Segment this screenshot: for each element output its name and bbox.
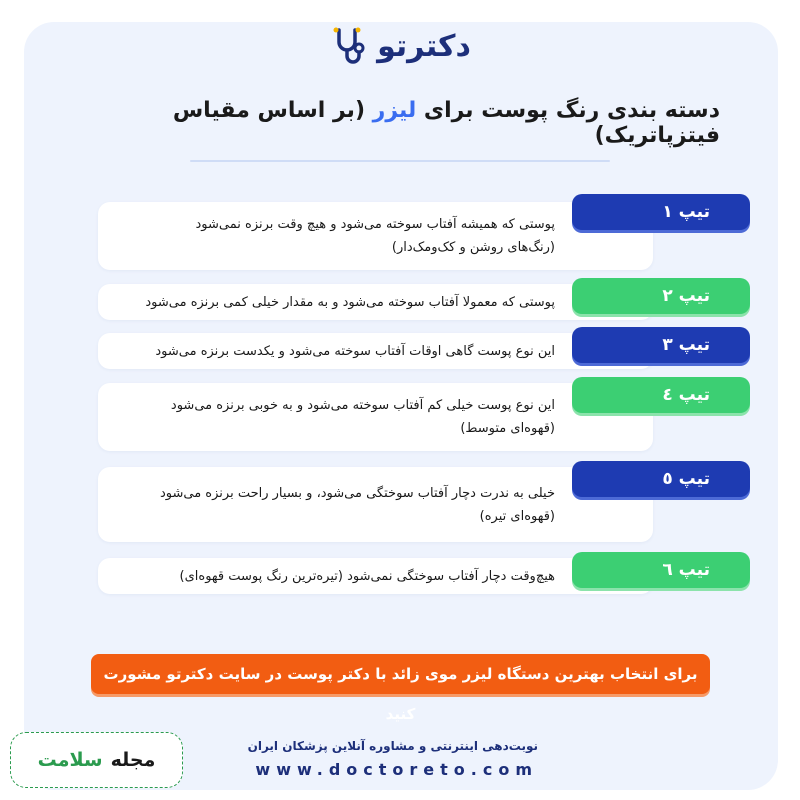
type-badge-2: تیپ ۲ [572,278,750,314]
description-line: (قهوه‌ای متوسط) [460,421,555,436]
description-line: هیچ‌وقت دچار آفتاب سوختگی نمی‌شود (تیره‌ترین رنگ پوست قهوه‌ای) [179,568,555,584]
type-description-6 [98,558,653,594]
description-line: (قهوه‌ای تیره) [479,508,555,524]
description-line: پوستی که همیشه آفتاب سوخته می‌شود و هیچ وقت برنزه نمی‌شود [195,217,555,232]
magazine-word-highlight: سلامت [37,749,103,771]
type-badge-6: تیپ ٦ [572,552,750,588]
type-description-4 [98,383,653,451]
type-badge-1: تیپ ۱ [572,194,750,230]
description-line: پوستی که معمولا آفتاب سوخته می‌شود و به مقدار خیلی کمی برنزه می‌شود [145,294,555,310]
type-badge-4: تیپ ٤ [572,377,750,413]
magazine-word: مجله [110,749,156,771]
divider [190,160,610,162]
footer-url[interactable]: www.doctoreto.com [255,760,538,779]
type-description-5 [98,467,653,542]
description-line: خیلی به ندرت دچار آفتاب سوختگی می‌شود، و بسیار راحت برنزه می‌شود [159,485,555,501]
magazine-badge [10,732,183,788]
logo [0,26,800,66]
description-line: این نوع پوست خیلی کم آفتاب سوخته می‌شود و به خوبی برنزه می‌شود [170,398,555,413]
page-title [40,98,720,148]
type-description-2 [98,284,653,320]
type-badge-5: تیپ ٥ [572,461,750,497]
type-badge-3: تیپ ۳ [572,327,750,363]
type-description-1 [98,202,653,270]
type-description-3 [98,333,653,369]
title-highlight: لیزر [372,98,417,123]
logo-text: دکترتو [377,28,471,64]
stethoscope-icon [329,24,373,68]
footer-tagline: نوبت‌دهی اینترنتی و مشاوره آنلاین پزشکان ایران [247,739,538,753]
cta-banner[interactable]: برای انتخاب بهترین دستگاه لیزر موی زائد با دکتر پوست در سایت دکترتو مشورت کنید [91,654,710,694]
title-part: (بر اساس مقیاس فیتزپاتریک) [172,98,720,148]
description-line: (رنگ‌های روشن و کک‌ومک‌دار) [391,240,555,255]
title-part: دسته بندی رنگ پوست برای [416,98,720,123]
description-line: این نوع پوست گاهی اوقات آفتاب سوخته می‌شود و یکدست برنزه می‌شود [155,343,555,359]
